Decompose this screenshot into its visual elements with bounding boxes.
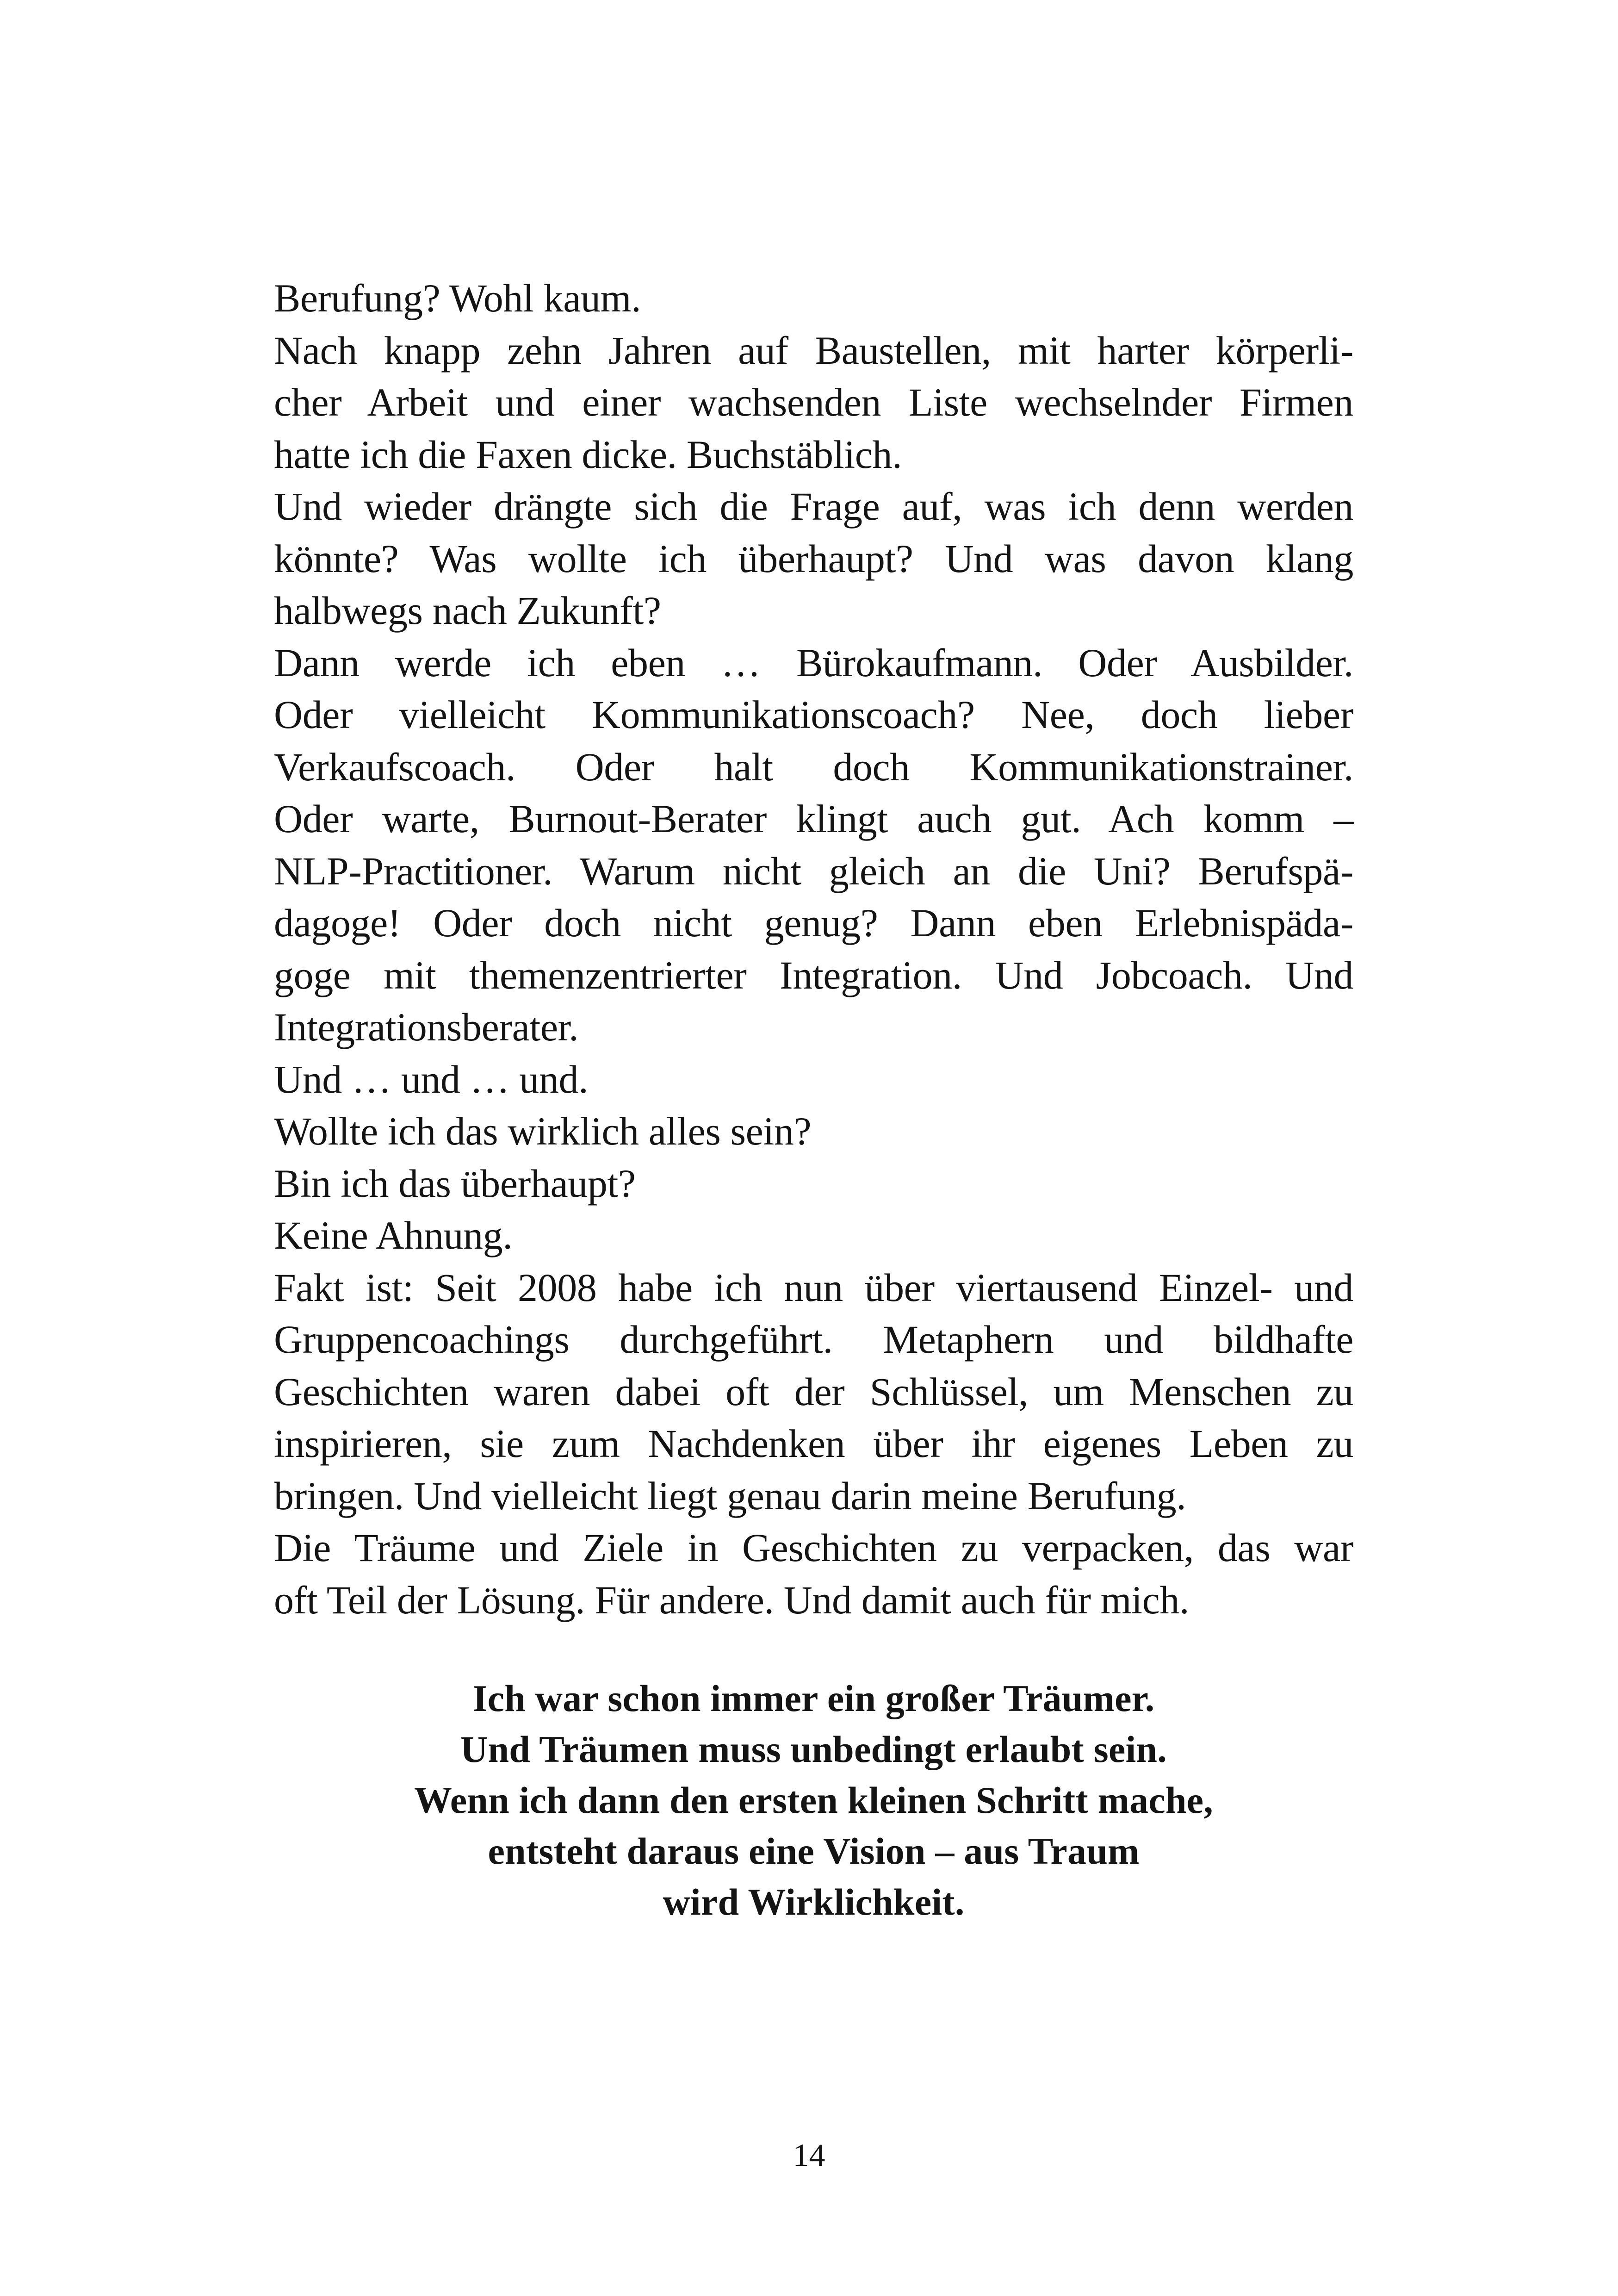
body-line: Fakt ist: Seit 2008 habe ich nun über viertausend Einzel- und	[274, 1265, 1353, 1310]
body-line: Und wieder drängte sich die Frage auf, was ich denn werden	[274, 484, 1353, 529]
body-line: inspirieren, sie zum Nachdenken über ihr eigenes Leben zu	[274, 1421, 1353, 1466]
highlighted-quote	[274, 1673, 1353, 1928]
quote-line: wird Wirklichkeit.	[663, 1881, 965, 1923]
body-line: goge mit themenzentrierter Integration. Und Jobcoach. Und	[274, 952, 1353, 997]
body-line: cher Arbeit und einer wachsenden Liste wechselnder Firmen	[274, 380, 1353, 424]
body-line: hatte ich die Faxen dicke. Buchstäblich.	[274, 432, 902, 477]
page-number: 14	[793, 2138, 825, 2173]
body-line: NLP-Practitioner. Warum nicht gleich an die Uni? Berufspä-	[274, 848, 1353, 893]
body-line: Berufung? Wohl kaum.	[274, 276, 641, 320]
body-text	[274, 272, 1353, 1626]
body-line: Oder vielleicht Kommunikationscoach? Nee, doch lieber	[274, 692, 1353, 737]
body-line: halbwegs nach Zukunft?	[274, 588, 661, 633]
quote-line: Wenn ich dann den ersten kleinen Schritt mache,	[414, 1779, 1213, 1821]
body-line: Bin ich das überhaupt?	[274, 1161, 636, 1206]
body-line: Oder warte, Burnout-Berater klingt auch gut. Ach komm –	[274, 796, 1353, 841]
body-line: Gruppencoachings durchgeführt. Metaphern und bildhafte	[274, 1317, 1353, 1362]
quote-line: Und Träumen muss unbedingt erlaubt sein.	[460, 1728, 1167, 1770]
quote-line: entsteht daraus eine Vision – aus Traum	[488, 1830, 1140, 1872]
body-line: Geschichten waren dabei oft der Schlüssel, um Menschen zu	[274, 1369, 1353, 1414]
quote-line: Ich war schon immer ein großer Träumer.	[472, 1677, 1155, 1719]
body-line: Die Träume und Ziele in Geschichten zu verpacken, das war	[274, 1525, 1353, 1570]
body-line: Dann werde ich eben … Bürokaufmann. Oder Ausbilder.	[274, 640, 1353, 685]
body-line: könnte? Was wollte ich überhaupt? Und was davon klang	[274, 536, 1353, 581]
body-line: Und … und … und.	[274, 1057, 589, 1101]
body-line: Keine Ahnung.	[274, 1213, 513, 1257]
body-line: Integrationsberater.	[274, 1005, 579, 1049]
body-line: Verkaufscoach. Oder halt doch Kommunikationstrainer.	[274, 744, 1353, 789]
body-line: dagoge! Oder doch nicht genug? Dann eben Erlebnispäda-	[274, 901, 1353, 945]
body-line: bringen. Und vielleicht liegt genau darin meine Berufung.	[274, 1473, 1186, 1518]
body-line: Wollte ich das wirklich alles sein?	[274, 1109, 812, 1153]
body-line: Nach knapp zehn Jahren auf Baustellen, mit harter körperli-	[274, 328, 1353, 373]
body-line: oft Teil der Lösung. Für andere. Und damit auch für mich.	[274, 1577, 1190, 1622]
